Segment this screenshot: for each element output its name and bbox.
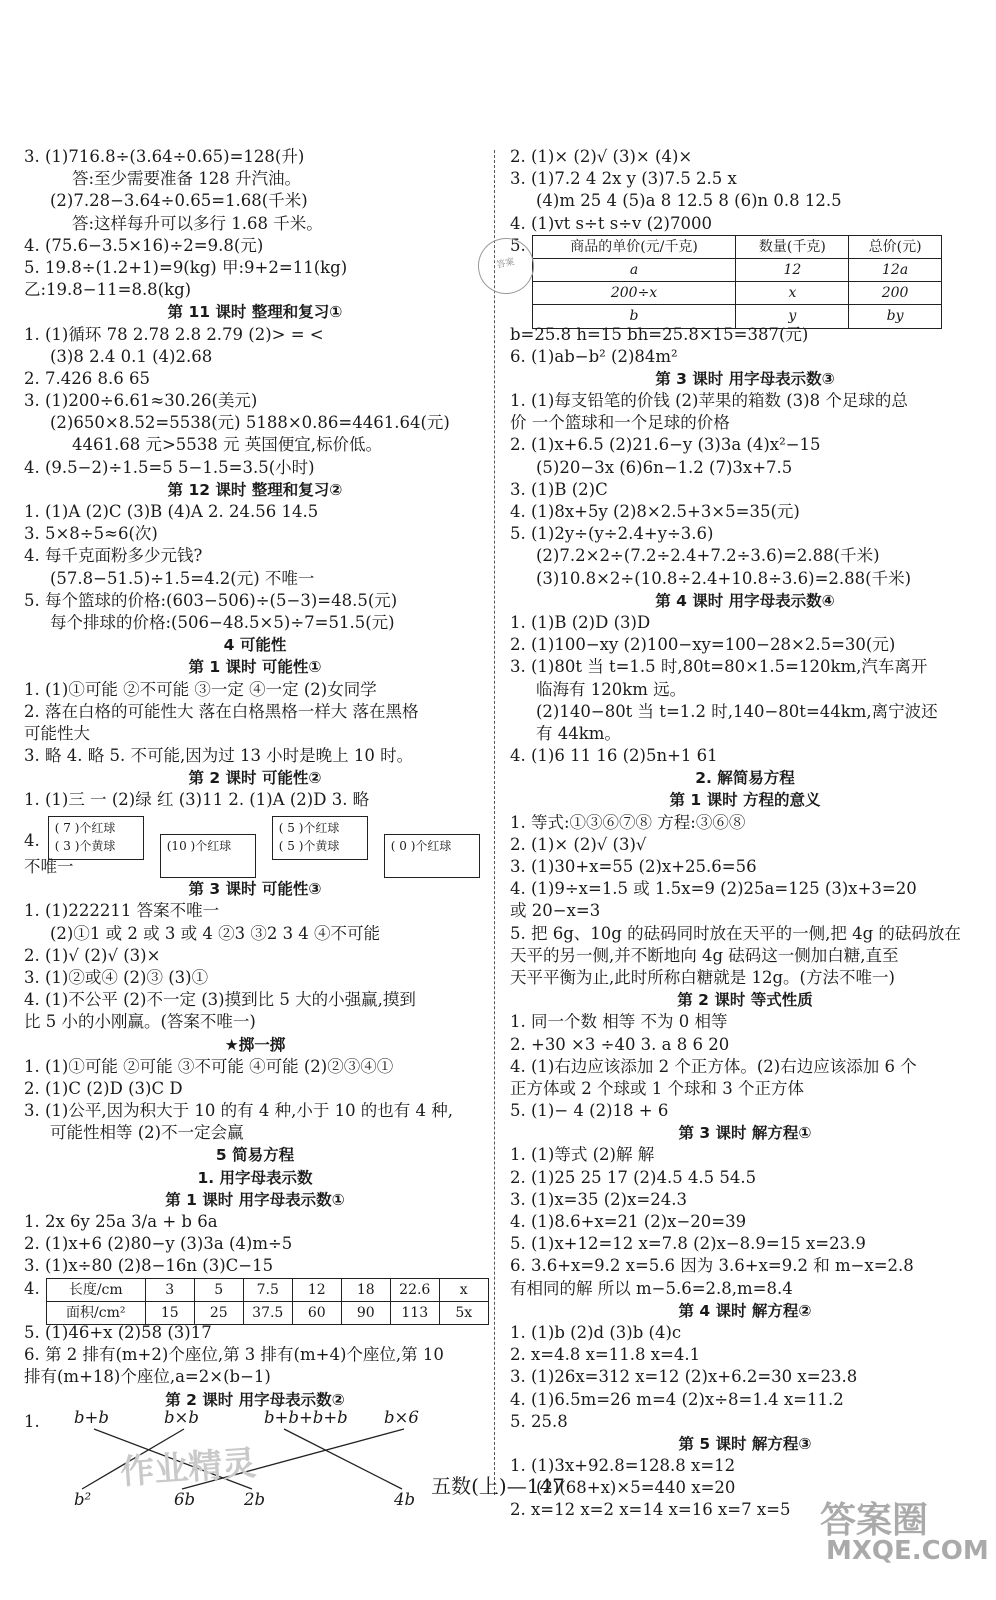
answer-line: 每个排球的价格:(506−48.5×5)÷7=51.5(元) [50, 612, 395, 632]
table-cell: 60 [292, 1301, 341, 1324]
answer-line: (3)8 2.4 0.1 (4)2.68 [50, 346, 213, 366]
match-top-item: b×b [164, 1407, 199, 1427]
answer-line: 3. (1)200÷6.61≈30.26(美元) [24, 391, 258, 411]
section-heading: 第 4 课时 解方程② [678, 1301, 812, 1320]
table-header-row [532, 235, 941, 258]
answer-line: 正方体或 2 个球或 1 个球和 3 个正方体 [510, 1078, 804, 1098]
answer-line: 可能性相等 (2)不一定会赢 [50, 1123, 244, 1143]
answer-line: 1. (1)222211 答案不唯一 [24, 901, 220, 921]
table-cell: 15 [145, 1301, 194, 1324]
answer-line: 有相同的解 所以 m−5.6=2.8,m=8.4 [510, 1278, 793, 1298]
answer-line: 3. (1)x÷80 (2)8−16n (3)C−15 [24, 1256, 274, 1276]
answer-line: 1. (1)三 一 (2)绿 红 (3)11 2. (1)A (2)D 3. 略 [24, 790, 370, 810]
table-cell: 7.5 [243, 1278, 292, 1301]
match-top-item: b+b+b+b [264, 1407, 348, 1427]
answer-line: (2)①1 或 2 或 3 或 4 ②3 ③2 3 4 ④不可能 [50, 923, 381, 943]
table-cell: 18 [341, 1278, 390, 1301]
item-number: 5. [510, 235, 526, 255]
section-heading: 第 3 课时 解方程① [678, 1124, 812, 1143]
answer-line: 不唯一 [24, 857, 74, 876]
answer-line: 1. 同一个数 相等 不为 0 相等 [510, 1012, 728, 1032]
section-heading: 第 2 课时 用字母表示数② [165, 1390, 345, 1409]
answer-line: 1. (1)B (2)D (3)D [510, 612, 651, 632]
match-bottom-item: b² [74, 1489, 92, 1509]
answer-line: 2. (1)x+6 (2)80−y (3)3a (4)m÷5 [24, 1234, 293, 1254]
answer-line: 3. (1)7.2 4 2x y (3)7.5 2.5 x [510, 169, 737, 189]
answer-line: 1. (1)循环 78 2.78 2.8 2.79 (2)> = < [24, 324, 324, 344]
answer-line: 3. (1)②或④ (2)③ (3)① [24, 967, 209, 987]
answer-line: 4. (1)vt s÷t s÷v (2)7000 [510, 213, 712, 233]
answer-line: 1. 2x 6y 25a 3/a + b 6a [24, 1212, 218, 1231]
answer-line: 5. (1)x+12=12 x=7.8 (2)x−8.9=15 x=23.9 [510, 1234, 866, 1254]
match-bottom-item: 6b [174, 1489, 196, 1509]
answer-line: 3. (1)26x=312 x=12 (2)x+6.2=30 x=23.8 [510, 1367, 858, 1387]
section-heading: 第 3 课时 可能性③ [188, 880, 322, 899]
answer-line [24, 812, 486, 853]
section-heading: 5 简易方程 [215, 1146, 295, 1165]
answer-line: 5. 每个篮球的价格:(603−506)÷(5−3)=48.5(元) [24, 590, 398, 610]
answer-line: 3. (1)80t 当 t=1.5 时,80t=80×1.5=120km,汽车离开 [510, 657, 928, 677]
answer-line: 答:这样每升可以多行 1.68 千米。 [72, 213, 323, 233]
answer-line: 1. (1)每支铅笔的价钱 (2)苹果的箱数 (3)8 个足球的总 [510, 391, 908, 411]
table-cell: 12 [736, 258, 849, 281]
answer-line: 4. 每千克面粉多少元钱? [24, 546, 203, 566]
answer-line: 天平平衡为止,此时所称白糖就是 12g。(方法不唯一) [510, 967, 895, 987]
box-label: ( 0 )个红球 [390, 838, 452, 853]
right-column [510, 146, 980, 1522]
answer-line: 1. 等式:①③⑥⑦⑧ 方程:③⑥⑧ [510, 812, 746, 832]
table-row [532, 282, 941, 305]
section-heading: 4 可能性 [223, 636, 287, 655]
answer-line: 5. (1)46+x (2)58 (3)17 [24, 1322, 212, 1342]
answer-line: 5. 25.8 [510, 1411, 568, 1431]
box-label: ( 3 )个黄球 [54, 838, 116, 853]
item-number: 4. [24, 1278, 40, 1298]
answer-line: 答:至少需要准备 128 升汽油。 [72, 169, 302, 189]
answer-line [24, 1278, 486, 1321]
section-heading: ★掷一掷 [224, 1035, 286, 1054]
section-heading: 第 3 课时 用字母表示数③ [655, 369, 835, 388]
table-cell: 200÷x [532, 282, 736, 305]
section-heading: 第 1 课时 用字母表示数① [165, 1190, 345, 1209]
ball-box [160, 834, 256, 878]
answer-line: 5. (1)− 4 (2)18 + 6 [510, 1101, 669, 1121]
answer-line: 4. (1)9÷x=1.5 或 1.5x=9 (2)25a=125 (3)x+3=20 [510, 879, 917, 899]
table-cell: x [736, 282, 849, 305]
section-heading: 第 1 课时 方程的意义 [669, 791, 821, 810]
answer-line: (2)140−80t 当 t=1.2 时,140−80t=44km,离宁波还 [536, 701, 938, 721]
answer-line: 天平的另一侧,并不断地向 4g 砝码这一侧加白糖,直至 [510, 945, 899, 965]
answer-line: 1. (1)①可能 ②不可能 ③一定 ④一定 (2)女同学 [24, 679, 377, 699]
price-table [532, 235, 942, 329]
answer-line: (2)(68+x)×5=440 x=20 [536, 1478, 736, 1498]
watermark-left: 作业精灵 [119, 1443, 258, 1493]
section-heading: 第 1 课时 可能性① [188, 658, 322, 677]
box-label: (10 )个红球 [166, 838, 232, 853]
answer-line: b=25.8 h=15 bh=25.8×15=387(元) [510, 324, 809, 344]
watermark-right: 答案圈 [820, 1500, 929, 1541]
table-cell: 22.6 [390, 1278, 439, 1301]
length-area-table [46, 1278, 489, 1325]
answer-line: 2. x=4.8 x=11.8 x=4.1 [510, 1345, 701, 1365]
table-row [46, 1301, 488, 1324]
table-cell: 37.5 [243, 1301, 292, 1324]
answer-line: 2. (1)100−xy (2)100−xy=100−28×2.5=30(元) [510, 635, 896, 655]
answer-line: (2)650×8.52=5538(元) 5188×0.86=4461.64(元) [50, 413, 450, 433]
table-header-cell: 数量(千克) [736, 235, 849, 258]
answer-line: 排有(m+18)个座位,a=2×(b−1) [24, 1367, 271, 1387]
answer-line: 2. 落在白格的可能性大 落在白格黑格一样大 落在黑格 [24, 701, 419, 721]
answer-line: 6. 3.6+x=9.2 x=5.6 因为 3.6+x=9.2 和 m−x=2.8 [510, 1256, 914, 1276]
answer-line: 价 一个篮球和一个足球的价格 [510, 413, 730, 433]
answer-line: 2. (1)× (2)√ (3)√ [510, 834, 647, 854]
table-header-cell: 商品的单价(元/千克) [532, 235, 736, 258]
answer-line: 或 20−x=3 [510, 901, 601, 921]
table-cell: x [439, 1278, 488, 1301]
table-cell: 12a [849, 258, 941, 281]
answer-line: 可能性大 [24, 723, 90, 743]
answer-line: 4. (1)8x+5y (2)8×2.5+3×5=35(元) [510, 502, 800, 521]
answer-line: 1. (1)A (2)C (3)B (4)A 2. 24.56 14.5 [24, 502, 319, 521]
match-bottom-item: 2b [244, 1489, 266, 1509]
section-heading: 2. 解简易方程 [695, 769, 795, 788]
table-cell: 5 [194, 1278, 243, 1301]
answer-line: 6. 第 2 排有(m+2)个座位,第 3 排有(m+4)个座位,第 10 [24, 1345, 444, 1365]
answer-line: 3. (1)30+x=55 (2)x+25.6=56 [510, 857, 757, 876]
answer-line: 临海有 120km 远。 [536, 679, 687, 699]
box-label: ( 5 )个红球 [278, 820, 340, 835]
section-heading: 第 4 课时 用字母表示数④ [655, 591, 835, 610]
table-cell: 25 [194, 1301, 243, 1324]
answer-line: 4. (1)8.6+x=21 (2)x−20=39 [510, 1212, 747, 1231]
answer-line: 1. (1)①可能 ②可能 ③不可能 ④可能 (2)②③④① [24, 1056, 394, 1076]
answer-line: 乙:19.8−11=8.8(kg) [24, 280, 192, 300]
table-cell: 200 [849, 282, 941, 305]
answer-line: 3. 略 4. 略 5. 不可能,因为过 13 小时是晚上 10 时。 [24, 746, 414, 766]
table-cell: 5x [439, 1301, 488, 1324]
table-cell: 113 [390, 1301, 439, 1324]
answer-line: 1. (1)等式 (2)解 解 [510, 1145, 655, 1165]
answer-line: (3)10.8×2÷(10.8÷2.4+10.8÷3.6)=2.88(千米) [536, 568, 912, 588]
answer-line: 2. (1)√ (2)√ (3)× [24, 945, 161, 965]
ball-box [48, 816, 144, 860]
answer-line: 2. (1)x+6.5 (2)21.6−y (3)3a (4)x²−15 [510, 435, 821, 455]
table-cell: 90 [341, 1301, 390, 1324]
answer-line [510, 235, 980, 325]
answer-line: 3. (1)x=35 (2)x=24.3 [510, 1189, 687, 1209]
answer-line: 6. (1)ab−b² (2)84m² [510, 346, 678, 366]
answer-line: 4. (9.5−2)÷1.5=5 5−1.5=3.5(小时) [24, 457, 315, 477]
table-cell: 12 [292, 1278, 341, 1301]
answer-line: 3. (1)公平,因为积大于 10 的有 4 种,小于 10 的也有 4 种, [24, 1101, 454, 1121]
answer-line: 2. (1)25 25 17 (2)4.5 4.5 54.5 [510, 1167, 757, 1187]
answer-line: (5)20−3x (6)6n−1.2 (7)3x+7.5 [536, 457, 793, 477]
answer-line: 比 5 小的小刚赢。(答案不唯一) [24, 1012, 256, 1032]
table-cell: 3 [145, 1278, 194, 1301]
table-row [46, 1278, 488, 1301]
table-cell: a [532, 258, 736, 281]
table-cell: by [849, 305, 941, 328]
table-row [532, 258, 941, 281]
section-heading: 第 11 课时 整理和复习① [167, 303, 343, 322]
answer-line: 4461.68 元>5538 元 英国便宜,标价低。 [72, 435, 383, 455]
answer-line: 1. (1)b (2)d (3)b (4)c [510, 1322, 682, 1342]
column-divider [494, 150, 495, 1495]
match-top-item: b×6 [384, 1407, 419, 1427]
answer-line: 3. (1)716.8÷(3.64÷0.65)=128(升) [24, 147, 305, 166]
table-cell: b [532, 305, 736, 328]
answer-line: (2)7.28−3.64÷0.65=1.68(千米) [50, 191, 308, 211]
ball-box [384, 834, 480, 878]
answer-line: 4. (1)6 11 16 (2)5n+1 61 [510, 746, 718, 766]
answer-line: (4)m 25 4 (5)a 8 12.5 8 (6)n 0.8 12.5 [536, 191, 842, 211]
answer-line: 4. (1)不公平 (2)不一定 (3)摸到比 5 大的小强赢,摸到 [24, 990, 416, 1010]
section-heading: 第 2 课时 可能性② [188, 769, 322, 788]
answer-line: 5. 把 6g、10g 的砝码同时放在天平的一侧,把 4g 的砝码放在 [510, 923, 961, 943]
table-header-cell: 总价(元) [849, 235, 941, 258]
section-heading: 第 12 课时 整理和复习② [167, 480, 343, 499]
section-heading: 1. 用字母表示数 [197, 1168, 313, 1187]
answer-line: 3. 5×8÷5≈6(次) [24, 524, 158, 544]
table-head-cell: 长度/cm [46, 1278, 145, 1301]
match-bottom-item: 4b [394, 1489, 416, 1509]
table-head-cell: 面积/cm² [46, 1301, 145, 1324]
match-top-item: b+b [74, 1407, 109, 1427]
answer-line: 1. (1)3x+92.8=128.8 x=12 [510, 1456, 736, 1476]
watermark-url: MXQE.COM [826, 1536, 989, 1566]
answer-line: 5. 19.8÷(1.2+1)=9(kg) 甲:9+2=11(kg) [24, 257, 348, 277]
answer-line: (57.8−51.5)÷1.5=4.2(元) 不唯一 [50, 568, 315, 588]
answer-line: 2. +30 ×3 ÷40 3. a 8 6 20 [510, 1034, 730, 1054]
answer-line: 4. (1)右边应该添加 2 个正方体。(2)右边应该添加 6 个 [510, 1056, 917, 1076]
left-column [24, 146, 486, 1511]
item-number: 1. [24, 1411, 40, 1431]
section-heading: 第 5 课时 解方程③ [678, 1434, 812, 1453]
box-label: ( 7 )个红球 [54, 820, 116, 835]
answer-line: 2. x=12 x=2 x=14 x=16 x=7 x=5 [510, 1500, 791, 1520]
answer-line: 2. (1)C (2)D (3)C D [24, 1078, 183, 1098]
item-number: 4. [24, 830, 40, 850]
table-cell: y [736, 305, 849, 328]
box-label: ( 5 )个黄球 [278, 838, 340, 853]
answer-line: 4. (1)6.5m=26 m=4 (2)x÷8=1.4 x=11.2 [510, 1389, 844, 1409]
answer-line: 有 44km。 [536, 723, 621, 743]
answer-line: 3. (1)B (2)C [510, 479, 608, 499]
section-heading: 第 2 课时 等式性质 [677, 991, 813, 1010]
answer-stamp: 答案 [473, 233, 539, 299]
answer-line: 2. 7.426 8.6 65 [24, 368, 150, 388]
answer-line: 2. (1)× (2)√ (3)× (4)× [510, 147, 693, 166]
answer-line: 4. (75.6−3.5×16)÷2=9.8(元) [24, 235, 264, 255]
answer-line: 5. (1)2y÷(y÷2.4+y÷3.6) [510, 524, 714, 544]
answer-line: (2)7.2×2÷(7.2÷2.4+7.2÷3.6)=2.88(千米) [536, 546, 880, 566]
ball-box [272, 816, 368, 860]
page-footer: 五数(上)—147 [431, 1474, 565, 1498]
